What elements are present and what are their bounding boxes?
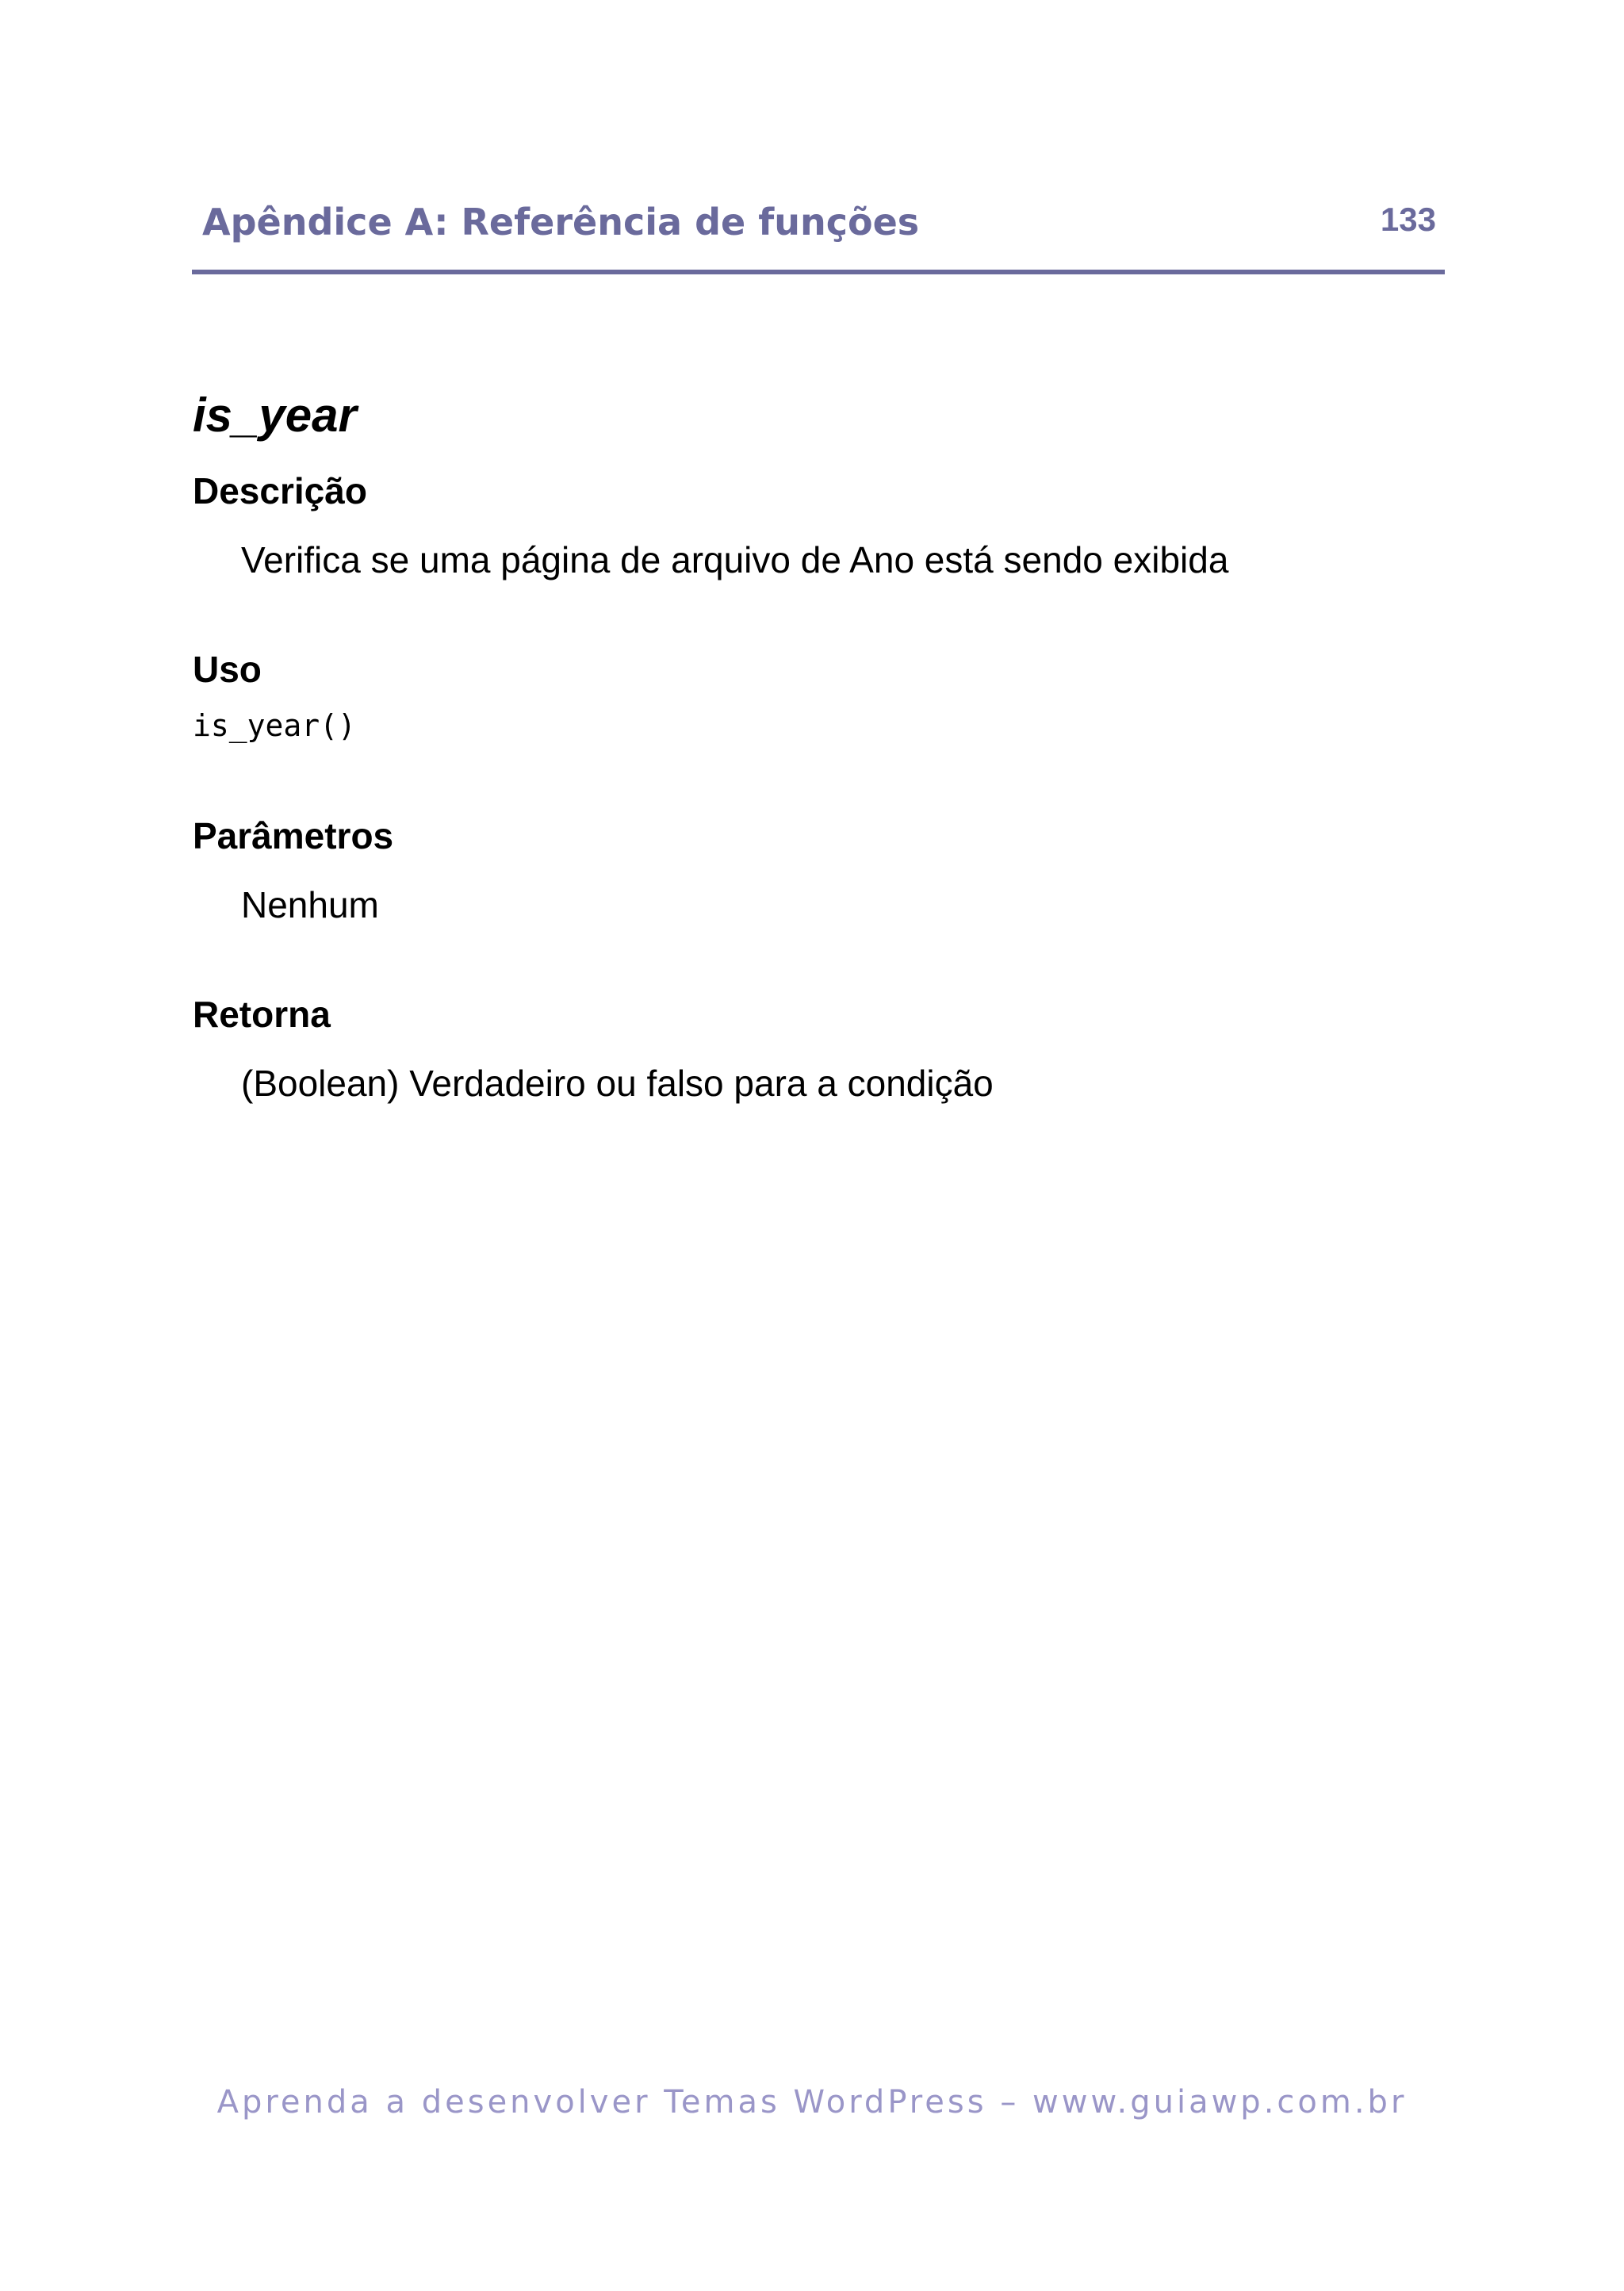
page-footer: Aprenda a desenvolver Temas WordPress – www.guiawp.com.br	[216, 2084, 1408, 2121]
returns-heading: Retorna	[193, 994, 331, 1035]
parameters-text: Nenhum	[241, 884, 379, 925]
chapter-title: Apêndice A: Referência de funções	[202, 201, 920, 243]
page-number: 133	[1380, 201, 1436, 238]
parameters-heading: Parâmetros	[193, 815, 394, 856]
description-text: Verifica se uma página de arquivo de Ano está sendo exibida	[241, 539, 1229, 580]
usage-heading: Uso	[193, 649, 262, 690]
header-divider	[192, 270, 1445, 274]
description-heading: Descrição	[193, 470, 367, 511]
function-name: is_year	[193, 389, 357, 442]
usage-code: is_year()	[193, 708, 356, 743]
returns-text: (Boolean) Verdadeiro ou falso para a condição	[241, 1063, 994, 1104]
